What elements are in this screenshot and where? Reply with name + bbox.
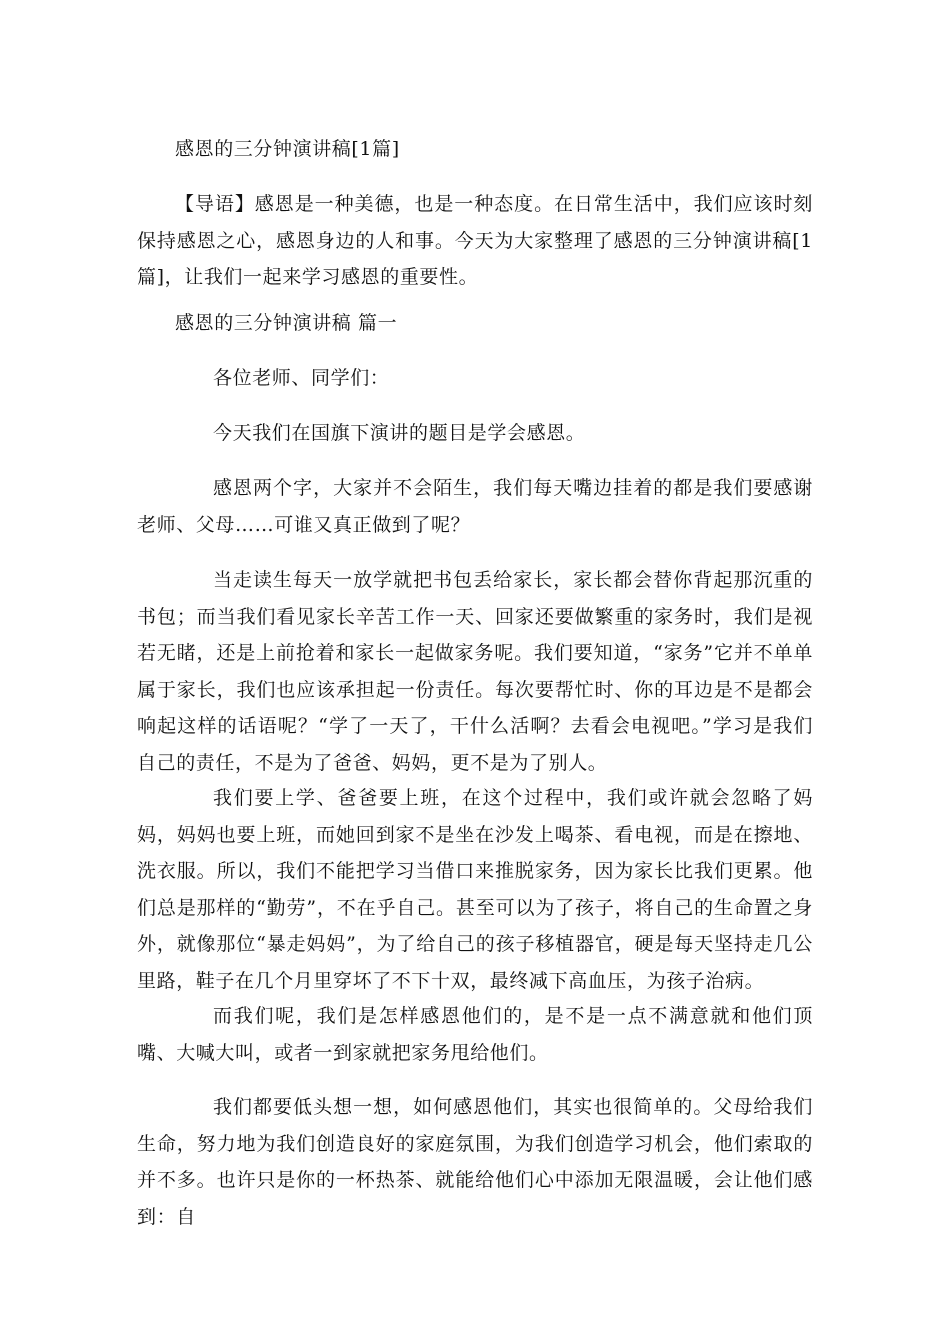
body-paragraph: 而我们呢，我们是怎样感恩他们的，是不是一点不满意就和他们顶嘴、大喊大叫，或者一到家就把家务甩给他们。 xyxy=(137,1005,813,1064)
intro-paragraph: 【导语】感恩是一种美德，也是一种态度。在日常生活中，我们应该时刻保持感恩之心，感恩身边的人和事。今天为大家整理了感恩的三分钟演讲稿[1篇]，让我们一起来学习感恩的重要性。 xyxy=(137,193,813,288)
document-title: 感恩的三分钟演讲稿[1篇] xyxy=(175,138,400,160)
greeting: 各位老师、同学们： xyxy=(213,367,390,389)
section-heading: 感恩的三分钟演讲稿 篇一 xyxy=(175,312,398,334)
body-paragraph: 当走读生每天一放学就把书包丢给家长，家长都会替你背起那沉重的书包；而当我们看见家长辛苦工作一天、回家还要做繁重的家务时，我们是视若无睹，还是上前抢着和家长一起做家务呢。我们要知道，“家务”它并不单单属于家长，我们也应该承担起一份责任。每次要帮忙时、你的耳边是不是都会响起这样的话语呢？“学了一天了，干什么活啊？去看会电视吧。”学习是我们自己的责任，不是为了爸爸、妈妈，更不是为了别人。 xyxy=(137,569,813,774)
body-paragraph: 今天我们在国旗下演讲的题目是学会感恩。 xyxy=(213,422,586,444)
body-paragraph: 我们都要低头想一想，如何感恩他们，其实也很简单的。父母给我们生命，努力地为我们创造良好的家庭氛围，为我们创造学习机会，他们索取的并不多。也许只是你的一杯热茶、就能给他们心中添加无限温暖，会让他们感到：自 xyxy=(137,1096,813,1228)
body-paragraph: 感恩两个字，大家并不会陌生，我们每天嘴边挂着的都是我们要感谢老师、父母……可谁又真正做到了呢？ xyxy=(137,477,813,536)
body-paragraph: 我们要上学、爸爸要上班，在这个过程中，我们或许就会忽略了妈妈，妈妈也要上班，而她回到家不是坐在沙发上喝茶、看电视，而是在擦地、洗衣服。所以，我们不能把学习当借口来推脱家务，因为家长比我们更累。他们总是那样的“勤劳”，不在乎自己。甚至可以为了孩子，将自己的生命置之身外，就像那位“暴走妈妈”，为了给自己的孩子移植器官，硬是每天坚持走几公里路，鞋子在几个月里穿坏了不下十双，最终减下高血压，为孩子治病。 xyxy=(137,787,813,992)
